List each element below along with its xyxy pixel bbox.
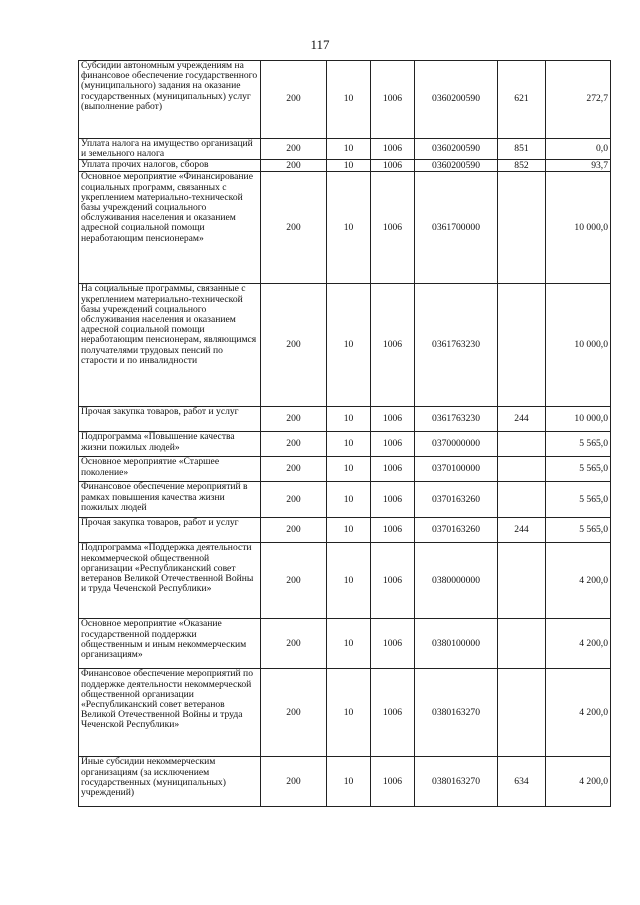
cell-expense-type bbox=[498, 172, 546, 284]
cell-section: 10 bbox=[327, 432, 371, 457]
cell-subsection: 1006 bbox=[371, 457, 415, 482]
row-name: Финансовое обеспечение мероприятий по поддержке деятельности некоммерческой общественной организации «Республиканский совет ветеранов Великой Отечественной Войны и труда Чеченской Республики» bbox=[79, 669, 261, 757]
cell-subsection: 1006 bbox=[371, 432, 415, 457]
cell-expense-type: 852 bbox=[498, 160, 546, 172]
cell-section: 10 bbox=[327, 482, 371, 518]
row-name: Финансовое обеспечение мероприятий в рамках повышения качества жизни пожилых людей bbox=[79, 482, 261, 518]
cell-amount: 10 000,0 bbox=[546, 284, 611, 407]
cell-grbs: 200 bbox=[261, 172, 327, 284]
cell-grbs: 200 bbox=[261, 518, 327, 543]
row-name: Основное мероприятие «Финансирование социальных программ, связанных с укреплением материально-технической базы учреждений социального обслуживания населения и оказанием адресной социальной помощи неработающим пенсионерам» bbox=[79, 172, 261, 284]
cell-expense-type: 244 bbox=[498, 518, 546, 543]
cell-expense-type: 621 bbox=[498, 61, 546, 139]
page-number: 117 bbox=[310, 37, 330, 52]
cell-amount: 5 565,0 bbox=[546, 457, 611, 482]
cell-subsection: 1006 bbox=[371, 160, 415, 172]
cell-target-code: 0360200590 bbox=[415, 160, 498, 172]
cell-grbs: 200 bbox=[261, 407, 327, 432]
cell-expense-type bbox=[498, 619, 546, 669]
table-row bbox=[79, 457, 611, 482]
cell-section: 10 bbox=[327, 457, 371, 482]
cell-target-code: 0361763230 bbox=[415, 407, 498, 432]
cell-section: 10 bbox=[327, 160, 371, 172]
row-name: На социальные программы, связанные с укреплением материально-технической базы учреждений социального обслуживания населения и оказанием адресной социальной помощи неработающим пенсионерам, являющимся получателями трудовых пенсий по старости и по инвалидности bbox=[79, 284, 261, 407]
cell-target-code: 0380163270 bbox=[415, 669, 498, 757]
cell-subsection: 1006 bbox=[371, 619, 415, 669]
table-row bbox=[79, 139, 611, 160]
cell-section: 10 bbox=[327, 172, 371, 284]
cell-amount: 0,0 bbox=[546, 139, 611, 160]
table-row bbox=[79, 61, 611, 139]
budget-table bbox=[78, 60, 611, 807]
row-name: Субсидии автономным учреждениям на финансовое обеспечение государственного (муниципального) задания на оказание государственных (муниципальных) услуг (выполнение работ) bbox=[79, 61, 261, 139]
cell-subsection: 1006 bbox=[371, 543, 415, 619]
cell-target-code: 0380163270 bbox=[415, 757, 498, 807]
cell-section: 10 bbox=[327, 518, 371, 543]
row-name: Иные субсидии некоммерческим организациям (за исключением государственных (муниципальных) учреждений) bbox=[79, 757, 261, 807]
cell-amount: 4 200,0 bbox=[546, 669, 611, 757]
cell-grbs: 200 bbox=[261, 482, 327, 518]
cell-target-code: 0360200590 bbox=[415, 61, 498, 139]
cell-grbs: 200 bbox=[261, 284, 327, 407]
cell-subsection: 1006 bbox=[371, 139, 415, 160]
cell-expense-type bbox=[498, 543, 546, 619]
cell-section: 10 bbox=[327, 669, 371, 757]
cell-target-code: 0370163260 bbox=[415, 482, 498, 518]
table-row bbox=[79, 518, 611, 543]
row-name: Основное мероприятие «Оказание государственной поддержки общественным и иным некоммерческим организациям» bbox=[79, 619, 261, 669]
cell-target-code: 0380100000 bbox=[415, 619, 498, 669]
cell-amount: 5 565,0 bbox=[546, 432, 611, 457]
table-row bbox=[79, 619, 611, 669]
cell-subsection: 1006 bbox=[371, 518, 415, 543]
cell-section: 10 bbox=[327, 543, 371, 619]
table-body bbox=[79, 61, 611, 807]
table-row bbox=[79, 543, 611, 619]
cell-grbs: 200 bbox=[261, 139, 327, 160]
cell-section: 10 bbox=[327, 139, 371, 160]
cell-grbs: 200 bbox=[261, 61, 327, 139]
cell-expense-type bbox=[498, 669, 546, 757]
cell-expense-type bbox=[498, 482, 546, 518]
cell-target-code: 0361763230 bbox=[415, 284, 498, 407]
cell-subsection: 1006 bbox=[371, 407, 415, 432]
table-row bbox=[79, 482, 611, 518]
cell-subsection: 1006 bbox=[371, 482, 415, 518]
cell-target-code: 0380000000 bbox=[415, 543, 498, 619]
cell-grbs: 200 bbox=[261, 457, 327, 482]
cell-amount: 4 200,0 bbox=[546, 543, 611, 619]
cell-expense-type bbox=[498, 457, 546, 482]
cell-grbs: 200 bbox=[261, 432, 327, 457]
row-name: Подпрограмма «Поддержка деятельности некоммерческой общественной организации «Республиканский совет ветеранов Великой Отечественной Войны и труда Чеченской Республики» bbox=[79, 543, 261, 619]
row-name: Основное мероприятие «Старшее поколение» bbox=[79, 457, 261, 482]
cell-expense-type bbox=[498, 284, 546, 407]
cell-subsection: 1006 bbox=[371, 172, 415, 284]
cell-section: 10 bbox=[327, 619, 371, 669]
cell-grbs: 200 bbox=[261, 160, 327, 172]
cell-target-code: 0370000000 bbox=[415, 432, 498, 457]
cell-section: 10 bbox=[327, 284, 371, 407]
cell-section: 10 bbox=[327, 407, 371, 432]
row-name: Подпрограмма «Повышение качества жизни пожилых людей» bbox=[79, 432, 261, 457]
row-name: Уплата налога на имущество организаций и земельного налога bbox=[79, 139, 261, 160]
row-name: Прочая закупка товаров, работ и услуг bbox=[79, 518, 261, 543]
cell-grbs: 200 bbox=[261, 543, 327, 619]
cell-target-code: 0361700000 bbox=[415, 172, 498, 284]
cell-subsection: 1006 bbox=[371, 757, 415, 807]
cell-amount: 10 000,0 bbox=[546, 407, 611, 432]
cell-subsection: 1006 bbox=[371, 669, 415, 757]
cell-amount: 10 000,0 bbox=[546, 172, 611, 284]
table-row bbox=[79, 172, 611, 284]
cell-expense-type: 634 bbox=[498, 757, 546, 807]
table-row bbox=[79, 407, 611, 432]
cell-section: 10 bbox=[327, 61, 371, 139]
cell-amount: 4 200,0 bbox=[546, 619, 611, 669]
table-row bbox=[79, 669, 611, 757]
cell-amount: 5 565,0 bbox=[546, 482, 611, 518]
cell-amount: 93,7 bbox=[546, 160, 611, 172]
table-row bbox=[79, 757, 611, 807]
table-row bbox=[79, 284, 611, 407]
table-row bbox=[79, 432, 611, 457]
cell-expense-type: 244 bbox=[498, 407, 546, 432]
cell-grbs: 200 bbox=[261, 619, 327, 669]
cell-amount: 272,7 bbox=[546, 61, 611, 139]
cell-amount: 5 565,0 bbox=[546, 518, 611, 543]
table-row bbox=[79, 160, 611, 172]
row-name: Уплата прочих налогов, сборов bbox=[79, 160, 261, 172]
cell-amount: 4 200,0 bbox=[546, 757, 611, 807]
cell-target-code: 0360200590 bbox=[415, 139, 498, 160]
cell-grbs: 200 bbox=[261, 669, 327, 757]
cell-expense-type: 851 bbox=[498, 139, 546, 160]
cell-subsection: 1006 bbox=[371, 284, 415, 407]
row-name: Прочая закупка товаров, работ и услуг bbox=[79, 407, 261, 432]
cell-grbs: 200 bbox=[261, 757, 327, 807]
cell-expense-type bbox=[498, 432, 546, 457]
cell-section: 10 bbox=[327, 757, 371, 807]
cell-target-code: 0370100000 bbox=[415, 457, 498, 482]
cell-target-code: 0370163260 bbox=[415, 518, 498, 543]
cell-subsection: 1006 bbox=[371, 61, 415, 139]
